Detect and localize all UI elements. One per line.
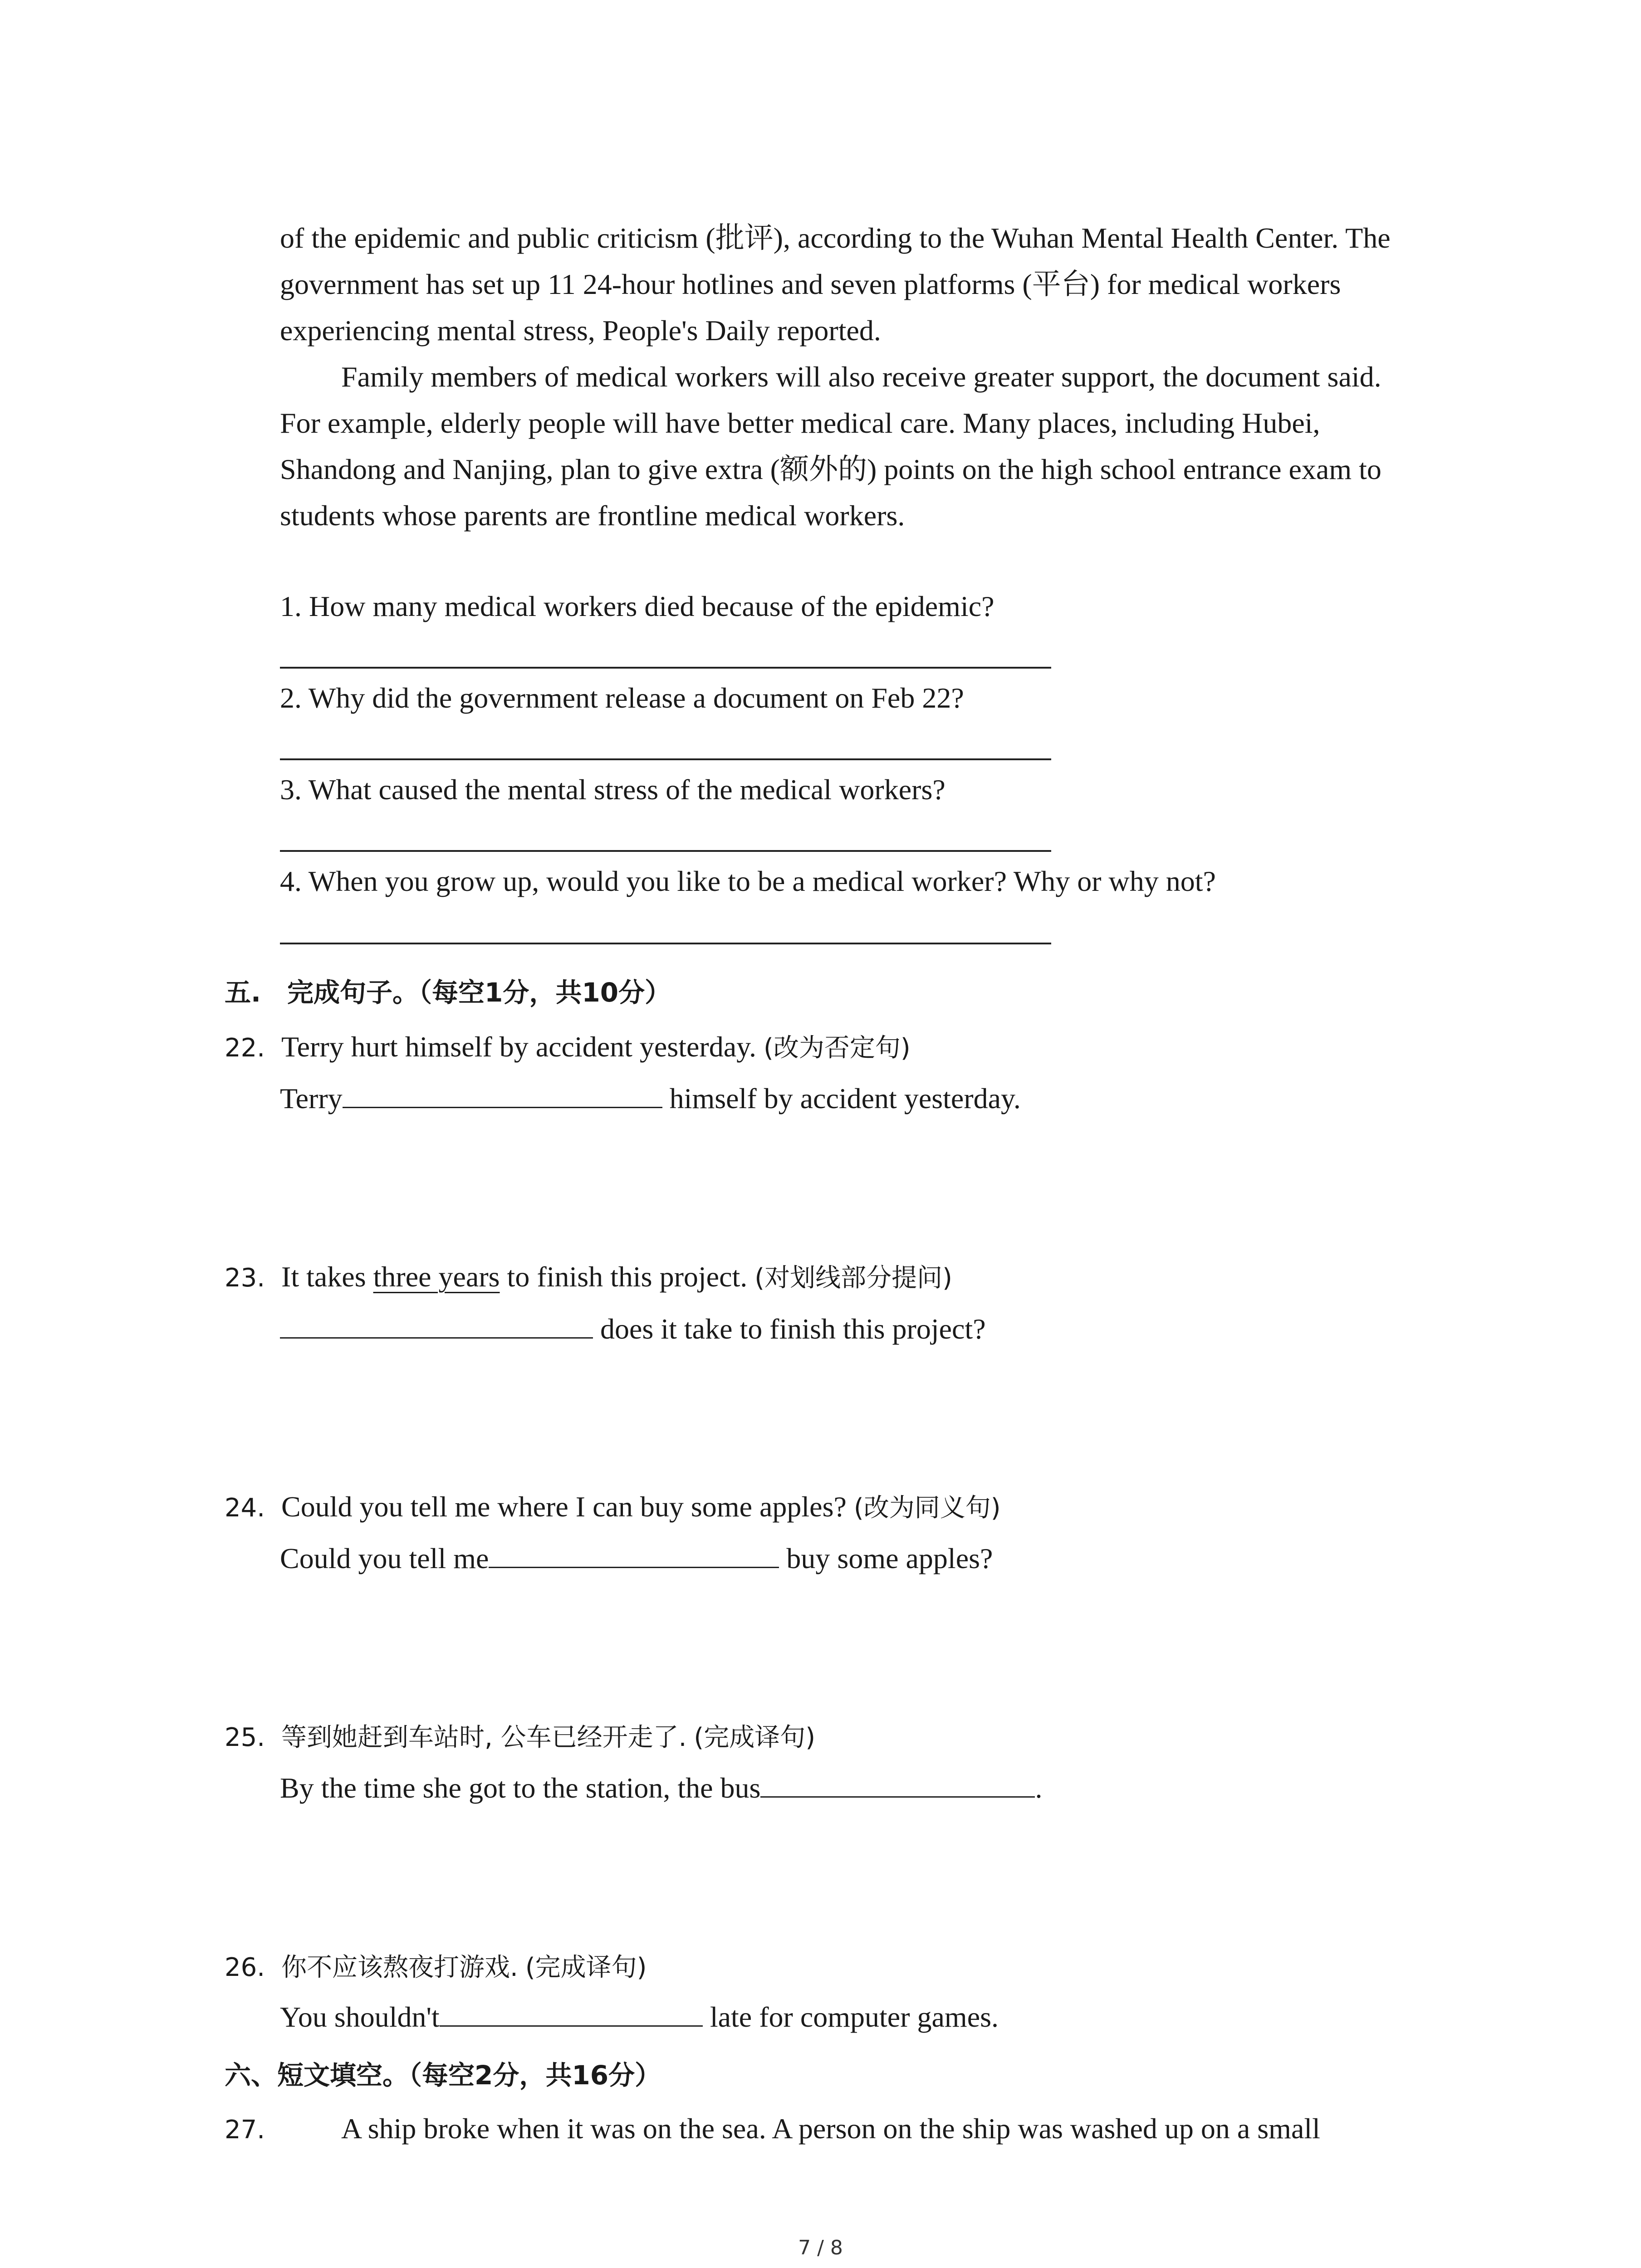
prompt-text: Terry hurt himself by accident yesterday. [281,1031,756,1063]
question-25-answer [280,1769,1042,1805]
question-26-answer [280,1998,999,2034]
passage-line-3: experiencing mental stress, People's Daily reported. [280,314,881,347]
question-number: 22. [225,1033,265,1063]
question-number: 25. [225,1723,265,1752]
instruction: (改为同义句) [853,1493,1001,1523]
question-24-answer [280,1540,993,1576]
section-6-heading: 六、短文填空。（每空2分，共16分） [225,2060,661,2091]
answer-suffix: himself by accident yesterday. [662,1082,1021,1114]
passage-line-4: Family members of medical workers will also receive greater support, the document said. [341,361,1381,393]
passage-line-1: of the epidemic and public criticism (批评), according to the Wuhan Mental Health Center. The [280,222,1391,254]
page-number: 7 / 8 [798,2236,843,2259]
answer-prefix: Terry [280,1082,343,1114]
question-number: 27. [225,2115,265,2145]
reading-question-1: 1. How many medical workers died because of the epidemic? [280,590,994,622]
answer-line-4[interactable] [280,943,1051,944]
question-number: 23. [225,1263,265,1293]
section-5-heading: 五. 完成句子。（每空1分，共10分） [225,977,671,1008]
question-23-prompt [225,1259,952,1295]
answer-prefix: By the time she got to the station, the bus [280,1772,761,1804]
answer-blank-22[interactable] [343,1080,662,1108]
instruction: (完成译句) [694,1723,816,1752]
answer-suffix: does it take to finish this project? [593,1313,986,1345]
instruction: (对划线部分提问) [754,1263,952,1293]
reading-question-4: 4. When you grow up, would you like to be a medical worker? Why or why not? [280,865,1216,897]
answer-suffix: buy some apples? [779,1542,993,1574]
prompt-chinese: 等到她赶到车站时, 公车已经开走了. [281,1723,687,1752]
passage-line-7: students whose parents are frontline medical workers. [280,499,905,532]
answer-blank-25[interactable] [760,1769,1035,1798]
question-25-prompt [225,1718,815,1755]
instruction: (改为否定句) [763,1033,911,1063]
question-22-answer [280,1080,1021,1116]
question-26-prompt [225,1948,647,1984]
passage-line-5: For example, elderly people will have better medical care. Many places, including Hubei, [280,407,1320,439]
prompt-text: Could you tell me where I can buy some apples? [281,1491,847,1523]
question-27-line [225,2111,1320,2147]
prompt-text: It takes [281,1261,373,1293]
instruction: (完成译句) [525,1953,647,1982]
answer-blank-23[interactable] [280,1310,593,1339]
underlined-phrase: three years [373,1261,500,1293]
answer-line-1[interactable] [280,667,1051,669]
answer-prefix: Could you tell me [280,1542,489,1574]
answer-line-2[interactable] [280,758,1051,760]
answer-blank-26[interactable] [440,1998,703,2027]
passage-first-line: A ship broke when it was on the sea. A person on the ship was washed up on a small [341,2112,1320,2145]
answer-blank-24[interactable] [489,1540,779,1568]
prompt-chinese: 你不应该熬夜打游戏. [281,1953,518,1982]
question-23-answer [280,1310,986,1346]
question-22-prompt [225,1029,911,1065]
prompt-text-end: to finish this project. [500,1261,748,1293]
passage-line-2: government has set up 11 24-hour hotlines and seven platforms (平台) for medical workers [280,268,1341,300]
answer-suffix: late for computer games. [702,2001,999,2033]
answer-line-3[interactable] [280,850,1051,852]
question-number: 24. [225,1493,265,1523]
reading-question-3: 3. What caused the mental stress of the medical workers? [280,773,945,806]
answer-prefix: You shouldn't [280,2001,440,2033]
reading-question-2: 2. Why did the government release a document on Feb 22? [280,682,964,714]
question-number: 26. [225,1953,265,1982]
passage-line-6: Shandong and Nanjing, plan to give extra (额外的) points on the high school entrance exam to [280,453,1381,485]
answer-suffix: . [1035,1772,1043,1804]
question-24-prompt [225,1489,1001,1525]
